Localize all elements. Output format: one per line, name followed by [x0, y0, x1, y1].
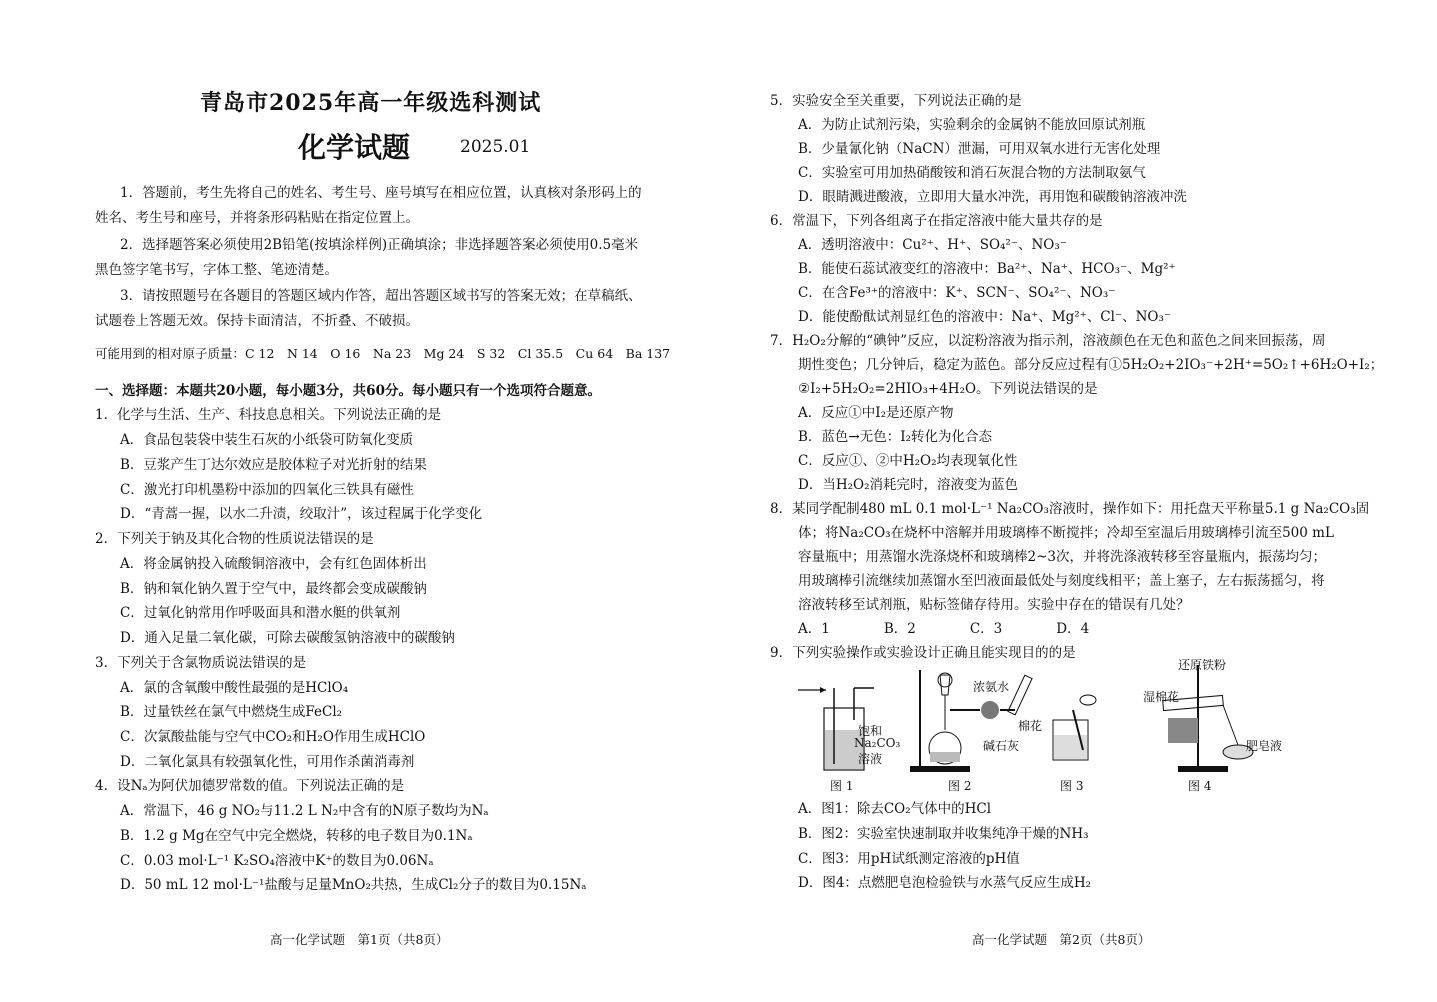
- option-line: D．眼睛溅进酸液，立即用大量水冲洗，再用饱和碳酸钠溶液冲洗: [798, 189, 1187, 205]
- option-line: D．能使酚酞试剂显红色的溶液中：Na⁺、Mg²⁺、Cl⁻、NO₃⁻: [798, 309, 1172, 325]
- instruction-line: 2．选择题答案必须使用2B铅笔(按填涂样例)正确填涂；非选择题答案必须使用0.5毫米: [120, 237, 639, 253]
- instruction-line: 姓名、考生号和座号，并将条形码粘贴在指定位置上。: [95, 210, 419, 226]
- option-line: C．次氯酸盐能与空气中CO₂和H₂O作用生成HClO: [120, 729, 426, 745]
- option-line: A．为防止试剂污染，实验剩余的金属钠不能放回原试剂瓶: [798, 117, 1146, 133]
- question-line: 4．设Nₐ为阿伏加德罗常数的值。下列说法正确的是: [95, 778, 405, 794]
- question-line: 9．下列实验操作或实验设计正确且能实现目的的是: [770, 645, 1076, 661]
- option-line: A．图1：除去CO₂气体中的HCl: [798, 801, 992, 817]
- figure-2-label: 棉花: [1018, 719, 1043, 733]
- page-footer: 高一化学试题 第2页（共8页）: [972, 932, 1151, 947]
- option-line: D．当H₂O₂消耗完时，溶液变为蓝色: [798, 477, 1018, 493]
- figure-caption: 图 4: [1188, 779, 1212, 793]
- question-line: ②I₂+5H₂O₂=2HIO₃+4H₂O。下列说法错误的是: [798, 381, 1098, 397]
- option-line: B．钠和氧化钠久置于空气中，最终都会变成碳酸钠: [120, 581, 427, 597]
- figure-1-label: 溶液: [858, 752, 883, 766]
- option-line: C．0.03 mol·L⁻¹ K₂SO₄溶液中K⁺的数目为0.06Nₐ: [120, 853, 434, 869]
- option-line: C．激光打印机墨粉中添加的四氧化三铁具有磁性: [120, 482, 414, 498]
- figure-4-label: 肥皂液: [1246, 739, 1283, 753]
- exam-title: 青岛市2025年高一年级选科测试: [200, 90, 542, 116]
- question-line: 期性变色；几分钟后，稳定为蓝色。部分反应过程有①5H₂O₂+2IO₃⁻+2H⁺=5O₂↑+6H₂O+I₂；: [798, 357, 1384, 373]
- option-line: D．图4：点燃肥皂泡检验铁与水蒸气反应生成H₂: [798, 875, 1092, 891]
- option-line: A．食品包装袋中装生石灰的小纸袋可防氧化变质: [120, 432, 414, 448]
- figure-caption: 图 1: [830, 779, 854, 793]
- option-line: B．1.2 g Mg在空气中完全燃烧，转移的电子数目为0.1Nₐ: [120, 828, 473, 844]
- option-line: D．通入足量二氧化碳，可除去碳酸氢钠溶液中的碳酸钠: [120, 630, 455, 646]
- figure-2-label: 浓氨水: [973, 680, 1010, 694]
- option-line: C．实验室可用加热硝酸铵和消石灰混合物的方法制取氨气: [798, 165, 1146, 181]
- option-line: C．过氧化钠常用作呼吸面具和潜水艇的供氧剂: [120, 605, 401, 621]
- option-line: D．“青蒿一握，以水二升渍，绞取汁”，该过程属于化学变化: [120, 506, 483, 522]
- question-line: 8．某同学配制480 mL 0.1 mol·L⁻¹ Na₂CO₃溶液时，操作如下：用托盘天平称量5.1 g Na₂CO₃固: [770, 501, 1370, 517]
- atomic-masses: 可能用到的相对原子质量：C 12 N 14 O 16 Na 23 Mg 24 S 32 Cl 35.5 Cu 64 Ba 137: [95, 346, 671, 361]
- option-line: B．图2：实验室快速制取并收集纯净干燥的NH₃: [798, 826, 1089, 842]
- option-line: A．透明溶液中：Cu²⁺、H⁺、SO₄²⁻、NO₃⁻: [798, 237, 1067, 253]
- instruction-line: 3．请按照题号在各题目的答题区域内作答，超出答题区域书写的答案无效；在草稿纸、: [120, 288, 642, 304]
- instruction-line: 1．答题前，考生先将自己的姓名、考生号、座号填写在相应位置，认真核对条形码上的: [120, 185, 642, 201]
- instruction-line: 试题卷上答题无效。保持卡面清洁，不折叠、不破损。: [95, 313, 419, 329]
- question-line: 7．H₂O₂分解的“碘钟”反应，以淀粉溶液为指示剂，溶液颜色在无色和蓝色之间来回振荡，周: [770, 333, 1326, 349]
- option-line: A．1 B．2 C．3 D．4: [798, 621, 1090, 637]
- instruction-line: 黑色签字笔书写，字体工整、笔迹清楚。: [95, 262, 338, 278]
- exam-date: 2025.01: [460, 137, 531, 157]
- option-line: D．二氧化氯具有较强氧化性，可用作杀菌消毒剂: [120, 754, 415, 770]
- option-line: A．氯的含氧酸中酸性最强的是HClO₄: [120, 680, 349, 696]
- exam-page-1: [0, 0, 718, 1002]
- option-line: C．在含Fe³⁺的溶液中：K⁺、SCN⁻、SO₄²⁻、NO₃⁻: [798, 285, 1116, 301]
- option-line: B．蓝色→无色：I₂转化为化合态: [798, 429, 992, 445]
- option-line: D．50 mL 12 mol·L⁻¹盐酸与足量MnO₂共热，生成Cl₂分子的数目为0.15Nₐ: [120, 877, 587, 893]
- question-line: 容量瓶中；用蒸馏水洗涤烧杯和玻璃棒2~3次，并将洗涤液转移至容量瓶内，振荡均匀；: [798, 549, 1326, 565]
- question-line: 用玻璃棒引流继续加蒸馏水至凹液面最低处与刻度线相平；盖上塞子，左右振荡摇匀，将: [798, 573, 1325, 589]
- option-line: A．常温下，46 g NO₂与11.2 L N₂中含有的N原子数均为Nₐ: [120, 803, 489, 819]
- option-line: B．少量氰化钠（NaCN）泄漏，可用双氧水进行无害化处理: [798, 141, 1161, 157]
- figure-1-label: 饱和: [858, 724, 883, 738]
- page-footer: 高一化学试题 第1页（共8页）: [270, 932, 449, 947]
- option-line: B．过量铁丝在氯气中燃烧生成FeCl₂: [120, 704, 343, 720]
- figure-3-ph-test: [1048, 660, 1108, 775]
- figure-4-label: 湿棉花: [1143, 690, 1180, 704]
- figure-4-label: 还原铁粉: [1178, 658, 1227, 672]
- figure-1-wash-bottle: [796, 660, 906, 775]
- section-heading: 一、选择题：本题共20小题，每小题3分，共60分。每小题只有一个选项符合题意。: [95, 383, 601, 399]
- question-line: 3．下列关于含氯物质说法错误的是: [95, 655, 307, 671]
- figure-caption: 图 2: [948, 779, 972, 793]
- option-line: B．豆浆产生丁达尔效应是胶体粒子对光折射的结果: [120, 457, 427, 473]
- option-line: C．图3：用pH试纸测定溶液的pH值: [798, 851, 1020, 867]
- option-line: A．反应①中I₂是还原产物: [798, 405, 954, 421]
- question-line: 6．常温下，下列各组离子在指定溶液中能大量共存的是: [770, 213, 1103, 229]
- figure-2-label: 碱石灰: [983, 739, 1020, 753]
- question-line: 1．化学与生活、生产、科技息息相关。下列说法正确的是: [95, 407, 442, 423]
- question-line: 溶液转移至试剂瓶，贴标签储存待用。实验中存在的错误有几处？: [798, 597, 1190, 613]
- exam-subtitle: 化学试题: [298, 131, 411, 164]
- question-line: 5．实验安全至关重要，下列说法正确的是: [770, 93, 1022, 109]
- figure-1-label: Na₂CO₃: [854, 736, 901, 750]
- option-line: B．能使石蕊试液变红的溶液中：Ba²⁺、Na⁺、HCO₃⁻、Mg²⁺: [798, 261, 1176, 277]
- figure-4-iron-steam: [1138, 660, 1258, 775]
- option-line: C．反应①、②中H₂O₂均表现氧化性: [798, 453, 1018, 469]
- option-line: A．将金属钠投入硫酸铜溶液中，会有红色固体析出: [120, 556, 427, 572]
- figure-caption: 图 3: [1060, 779, 1084, 793]
- exam-page-2: [718, 0, 1437, 1002]
- question-line: 体；将Na₂CO₃在烧杯中溶解并用玻璃棒不断搅拌；冷却至室温后用玻璃棒引流至500 mL: [798, 525, 1334, 541]
- question-line: 2．下列关于钠及其化合物的性质说法错误的是: [95, 531, 374, 547]
